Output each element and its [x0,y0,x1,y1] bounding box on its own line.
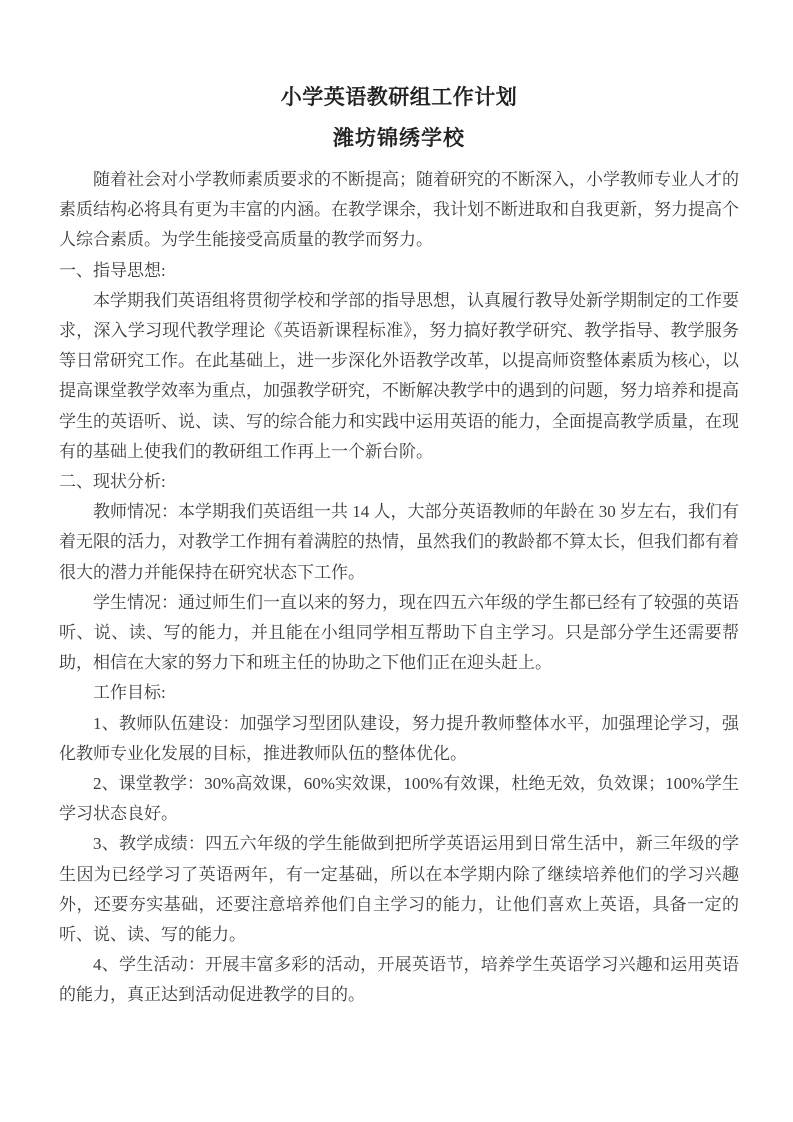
document-title: 小学英语教研组工作计划 [280,85,518,109]
document-body [59,165,739,1011]
paragraph-goal-3-teaching-results: 3、教学成绩：四五六年级的学生能做到把所学英语运用到日常生活中，新三年级的学生因为已经学习了英语两年，有一定基础，所以在本学期内除了继续培养他们的学习兴趣外，还要夯实基础，还要注意培养他们自主学习的能力，让他们喜欢上英语，具备一定的听、说、读、写的能力。 [59,834,739,945]
section-heading-status-analysis: 二、现状分析: [59,472,166,492]
section-heading-guiding-ideology: 一、指导思想: [59,260,166,280]
document-subtitle: 潍坊锦绣学校 [333,126,465,150]
paragraph-goal-4-student-activities: 4、学生活动：开展丰富多彩的活动，开展英语节，培养学生英语学习兴趣和运用英语的能力，真正达到活动促进教学的目的。 [59,955,739,1005]
paragraph-intro: 随着社会对小学教师素质要求的不断提高；随着研究的不断深入，小学教师专业人才的素质结构必将具有更为丰富的内涵。在教学课余，我计划不断进取和自我更新，努力提高个人综合素质。为学生能接受高质量的教学而努力。 [59,170,739,250]
paragraph-work-goals-label: 工作目标: [93,683,166,703]
paragraph-guiding-ideology: 本学期我们英语组将贯彻学校和学部的指导思想，认真履行教导处新学期制定的工作要求，深入学习现代教学理论《英语新课程标准》，努力搞好教学研究、教学指导、教学服务等日常研究工作。在此基础上，进一步深化外语教学改革，以提高师资整体素质为核心，以提高课堂教学效率为重点，加强教学研究，不断解决教学中的遇到的问题，努力培养和提高学生的英语听、说、读、写的综合能力和实践中运用英语的能力，全面提高教学质量，在现有的基础上使我们的教研组工作再上一个新台阶。 [59,290,739,461]
paragraph-goal-1-team-building: 1、教师队伍建设：加强学习型团队建设，努力提升教师整体水平，加强理论学习，强化教师专业化发展的目标，推进教师队伍的整体优化。 [59,713,739,763]
paragraph-student-status: 学生情况：通过师生们一直以来的努力，现在四五六年级的学生都已经有了较强的英语听、说、读、写的能力，并且能在小组同学相互帮助下自主学习。只是部分学生还需要帮助，相信在大家的努力下和班主任的协助之下他们正在迎头赶上。 [59,592,739,673]
paragraph-teacher-status: 教师情况：本学期我们英语组一共 14 人，大部分英语教师的年龄在 30 岁左右，我们有着无限的活力，对教学工作拥有着满腔的热情，虽然我们的教龄都不算太长，但我们都有着很大的潜力并能保持在研究状态下工作。 [59,502,739,582]
paragraph-goal-2-classroom-teaching: 2、课堂教学：30%高效课，60%实效课，100%有效课，杜绝无效，负效课；100%学生学习状态良好。 [59,774,739,824]
